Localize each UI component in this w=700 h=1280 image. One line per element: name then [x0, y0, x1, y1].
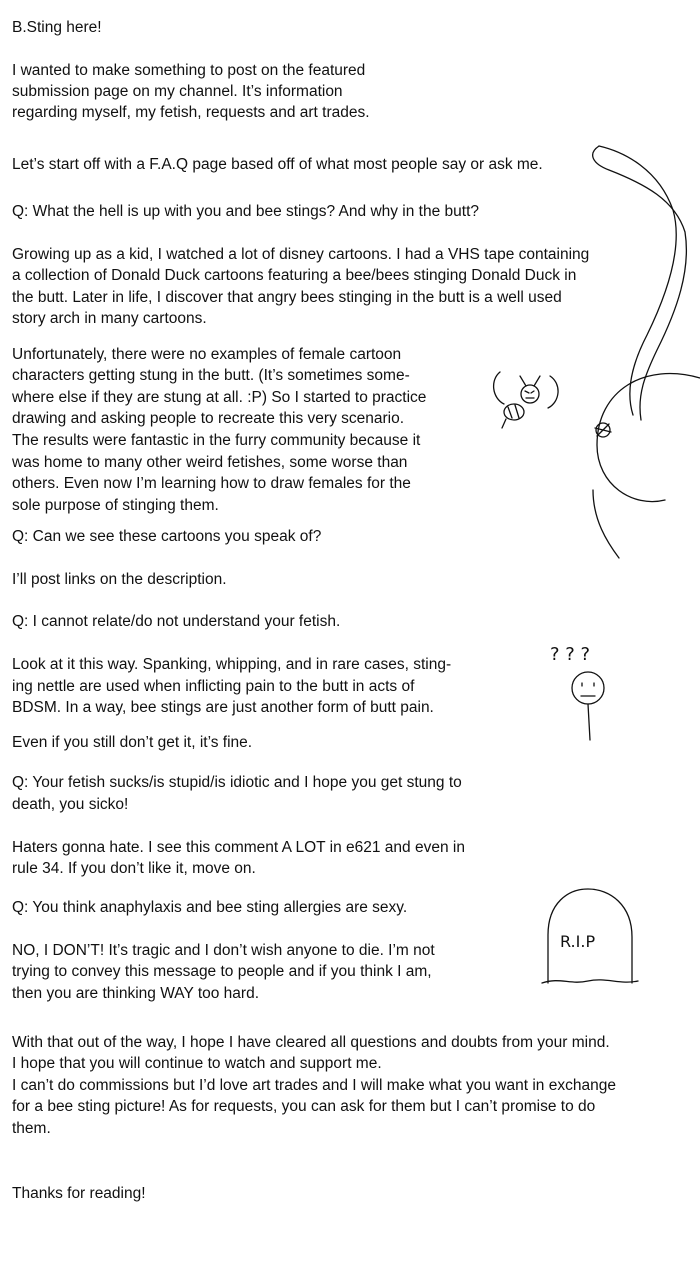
answer-1b-line-4: drawing and asking people to recreate this very scenario.	[12, 410, 405, 427]
question-5: Q: You think anaphylaxis and bee sting allergies are sexy.	[12, 899, 408, 916]
answer-1b-line-6: was home to many other weird fetishes, some worse than	[12, 454, 408, 471]
answer-5-line-3: then you are thinking WAY too hard.	[12, 985, 260, 1002]
tail-butt-drawing	[585, 140, 700, 560]
tombstone-text: R.I.P	[560, 932, 596, 951]
intro-line-2: submission page on my channel. It’s information	[12, 83, 343, 100]
closing-line-2: I hope that you will continue to watch and support me.	[12, 1055, 382, 1072]
answer-5-line-1: NO, I DON’T! It’s tragic and I don’t wish anyone to die. I’m not	[12, 942, 435, 959]
answer-1b-line-7: others. Even now I’m learning how to draw females for the	[12, 475, 411, 492]
answer-5-line-2: trying to convey this message to people and if you think I am,	[12, 963, 432, 980]
answer-4-line-2: rule 34. If you don’t like it, move on.	[12, 860, 256, 877]
answer-3b: Even if you still don’t get it, it’s fine.	[12, 734, 253, 751]
answer-4-line-1: Haters gonna hate. I see this comment A LOT in e621 and even in	[12, 839, 465, 856]
answer-1b-line-5: The results were fantastic in the furry community because it	[12, 432, 421, 449]
answer-3-line-3: BDSM. In a way, bee stings are just another form of butt pain.	[12, 699, 434, 716]
answer-1-line-2: a collection of Donald Duck cartoons featuring a bee/bees stinging Donald Duck in	[12, 267, 577, 284]
closing-line-5: them.	[12, 1120, 51, 1137]
answer-1b-line-2: characters getting stung in the butt. (It’s sometimes some-	[12, 367, 410, 384]
answer-3-line-2: ing nettle are used when inflicting pain to the butt in acts of	[12, 678, 415, 695]
answer-1-line-3: the butt. Later in life, I discover that angry bees stinging in the butt is a well used	[12, 289, 562, 306]
confused-face-drawing	[548, 638, 618, 743]
answer-2: I’ll post links on the description.	[12, 571, 227, 588]
question-1: Q: What the hell is up with you and bee stings? And why in the butt?	[12, 203, 480, 220]
tombstone-drawing	[540, 885, 640, 990]
greeting: B.Sting here!	[12, 19, 102, 36]
answer-1-line-1: Growing up as a kid, I watched a lot of disney cartoons. I had a VHS tape containing	[12, 246, 590, 263]
faq-intro: Let’s start off with a F.A.Q page based off of what most people say or ask me.	[12, 156, 543, 173]
intro-line-1: I wanted to make something to post on the featured	[12, 62, 366, 79]
closing-line-3: I can’t do commissions but I’d love art trades and I will make what you want in exchange	[12, 1077, 616, 1094]
question-3: Q: I cannot relate/do not understand your fetish.	[12, 613, 341, 630]
thanks: Thanks for reading!	[12, 1185, 146, 1202]
closing-line-4: for a bee sting picture! As for requests, you can ask for them but I can’t promise to do	[12, 1098, 596, 1115]
intro-line-3: regarding myself, my fetish, requests and art trades.	[12, 104, 370, 121]
question-2: Q: Can we see these cartoons you speak of?	[12, 528, 322, 545]
question-4-line-1: Q: Your fetish sucks/is stupid/is idiotic and I hope you get stung to	[12, 774, 462, 791]
answer-3-line-1: Look at it this way. Spanking, whipping, and in rare cases, sting-	[12, 656, 452, 673]
question-4-line-2: death, you sicko!	[12, 796, 129, 813]
answer-1b-line-3: where else if they are stung at all. :P) So I started to practice	[12, 389, 427, 406]
answer-1b-line-1: Unfortunately, there were no examples of female cartoon	[12, 346, 402, 363]
question-marks: ? ? ?	[550, 644, 591, 665]
closing-line-1: With that out of the way, I hope I have cleared all questions and doubts from your mind.	[12, 1034, 610, 1051]
bee-drawing	[488, 366, 568, 438]
answer-1b-line-8: sole purpose of stinging them.	[12, 497, 219, 514]
answer-1-line-4: story arch in many cartoons.	[12, 310, 207, 327]
